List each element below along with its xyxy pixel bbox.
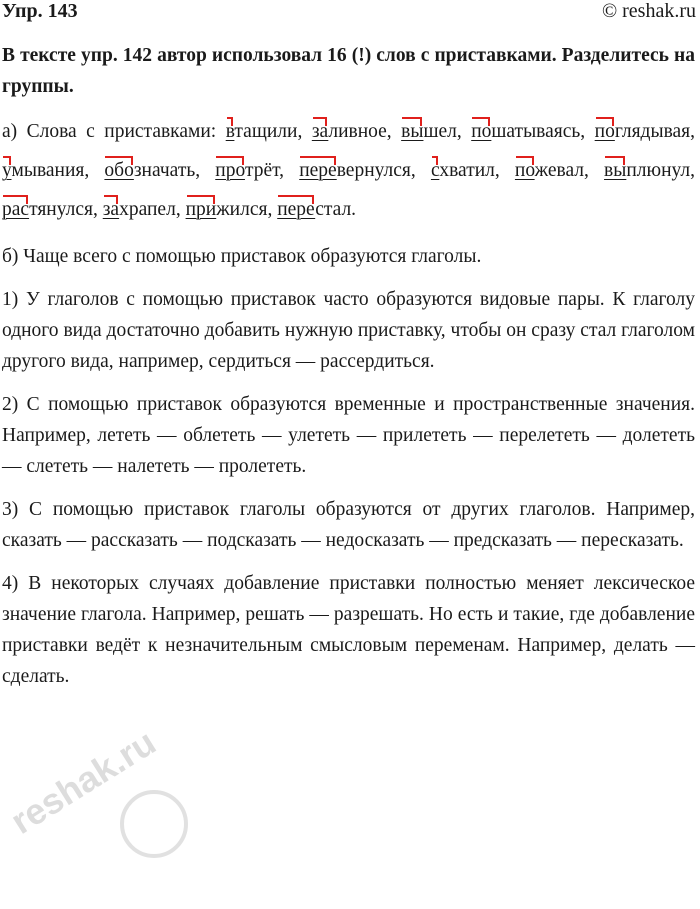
prefixed-word [277, 199, 356, 220]
point-1: 1) У глаголов с помощью приставок часто образуются видовые пары. К глаголу одного вида достаточно добавить нужную приставку, чтобы он сразу стал глаголом другого вида, например, сердиться — рассердиться. [2, 289, 695, 372]
prefix-mark: за [311, 121, 329, 142]
prefix-mark: рас [2, 199, 30, 220]
prefixed-word [595, 121, 695, 142]
watermark: reshak.ru [3, 721, 163, 842]
prefix-mark: про [215, 160, 245, 181]
prefixed-word [431, 160, 500, 181]
prefix-mark: по [514, 160, 535, 181]
exercise-content [2, 40, 695, 704]
prefixed-word [515, 160, 589, 181]
point-4: 4) В некоторых случаях добавление приставки полностью меняет лексическое значение глагола. Например, решать — разрешать. Но есть и такие, где добавление приставки ведёт к незначительным смысловым переменам. Например, делать — сделать. [2, 573, 695, 687]
prefixed-word [604, 160, 695, 181]
site-credit: © reshak.ru [601, 0, 696, 22]
task-text: В тексте упр. 142 автор использовал 16 (!) слов с приставками. Разделитесь на группы. [2, 45, 695, 97]
word-stem: стал. [315, 199, 357, 220]
word-stem: шатываясь, [491, 121, 586, 142]
prefix-mark: вы [401, 121, 424, 142]
prefixed-word [215, 160, 284, 181]
word-stem: жевал, [534, 160, 589, 181]
prefix-mark: пере [277, 199, 316, 220]
word-stem: тянулся, [29, 199, 98, 220]
word-stem: тащили, [234, 121, 303, 142]
word-stem: глядывая, [614, 121, 696, 142]
prefix-mark: в [225, 121, 235, 142]
prefix-mark: с [430, 160, 440, 181]
prefixed-word [226, 121, 303, 142]
prefixed-word [104, 160, 200, 181]
word-stem: вернулся, [336, 160, 416, 181]
watermark-logo [120, 790, 188, 858]
prefix-mark: обо [104, 160, 134, 181]
prefix-mark: вы [604, 160, 627, 181]
point-2: 2) С помощью приставок образуются временные и пространственные значения. Например, лететь — облететь — улететь — прилететь — перелететь — долететь — слететь — налететь — пролететь. [2, 394, 695, 477]
prefixed-word [2, 199, 98, 220]
prefixed-word [312, 121, 392, 142]
word-stem: плюнул, [626, 160, 696, 181]
word-stem: трёт, [244, 160, 285, 181]
word-stem: хватил, [439, 160, 500, 181]
prefixed-word [103, 199, 181, 220]
prefixed-word [299, 160, 416, 181]
prefixed-word [401, 121, 462, 142]
word-stem: шел, [423, 121, 462, 142]
word-stem: храпел, [119, 199, 181, 220]
header [0, 0, 700, 26]
prefixed-word [471, 121, 585, 142]
word-stem: значать, [133, 160, 201, 181]
prefix-word-list [2, 112, 695, 229]
prefixed-word [2, 160, 89, 181]
word-stem: ливное, [328, 121, 392, 142]
part-a-intro: а) Слова с приставками: [2, 121, 217, 142]
prefix-mark: за [102, 199, 120, 220]
prefix-mark: при [185, 199, 217, 220]
prefix-mark: у [2, 160, 12, 181]
word-stem: жился, [216, 199, 273, 220]
prefix-mark: по [594, 121, 615, 142]
prefix-mark: по [471, 121, 492, 142]
word-stem: мывания, [11, 160, 90, 181]
point-3: 3) С помощью приставок глаголы образуются от других глаголов. Например, сказать — рассказать — подсказать — недосказать — предсказать — пересказать. [2, 499, 695, 551]
part-b-text: б) Чаще всего с помощью приставок образуются глаголы. [2, 246, 482, 267]
exercise-title: Упр. 143 [2, 0, 78, 22]
prefix-mark: пере [299, 160, 337, 181]
prefixed-word [186, 199, 273, 220]
